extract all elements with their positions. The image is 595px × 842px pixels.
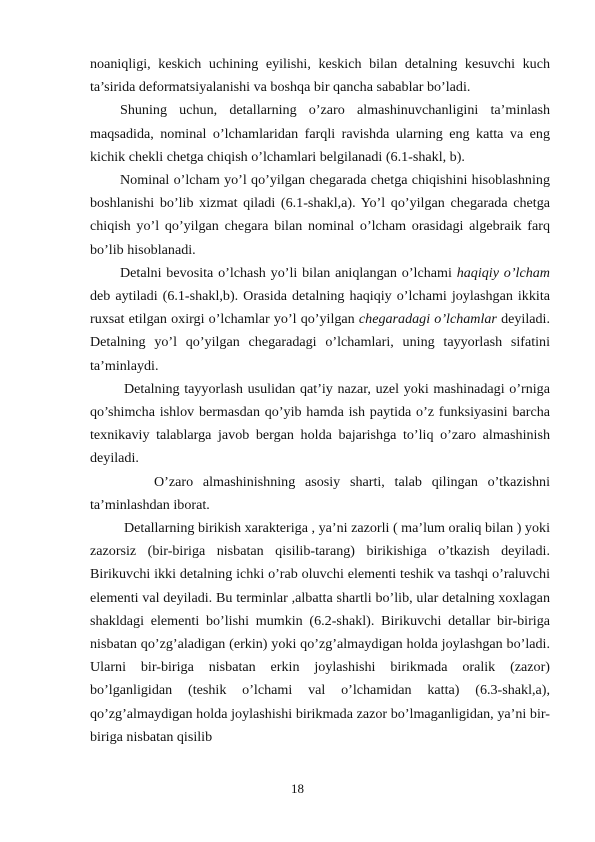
term-haqiqiy-olcham: haqiqiy o’lcham <box>456 264 550 281</box>
paragraph-2-text: Shuning uchun, detallarning o’zaro almashinuvchanligini ta’minlash maqsadida, nominal o’lchamlaridan farqli ravishda ularning eng katta va eng kichik chekli chetga chiqish o’lchamlari belgilanadi (6.1-shakl, b). <box>90 102 550 165</box>
document-body <box>90 53 550 749</box>
paragraph-6-text: O’zaro almashinishning asosiy sharti, talab qilingan o’tkazishni ta’minlashdan iborat. <box>90 473 550 513</box>
paragraph-4-text-3: deyiladi. Detalning yo’l qo’yilgan chegaradagi o’lchamlari, uning tayyorlash sifatini ta’minlaydi. <box>90 311 550 374</box>
paragraph-4-text: Detalni bevosita o’lchash yo’li bilan aniqlangan o’lchami <box>120 264 457 281</box>
paragraph-3 <box>90 169 550 262</box>
paragraph-1-text: noaniqligi, keskich uchining eyilishi, keskich bilan detalning kesuvchi kuch ta’sirida deformatsiyalanishi va boshqa bir qancha sabablar bo’ladi. <box>90 56 550 96</box>
term-chegaradagi-olchamlar: chegaradagi o’lchamlar <box>358 311 497 328</box>
paragraph-3-text: Nominal o’lcham yo’l qo’yilgan chegarada chetga chiqishini hisoblashning boshlanishi bo’lib xizmat qiladi (6.1-shakl,a). Yo’l qo’yilgan chegarada chetga chiqish yo’l qo’yilgan chegara bilan nominal o’lcham orasidagi algebraik farq bo’lib hisoblanadi. <box>90 172 550 258</box>
paragraph-6 <box>90 471 550 517</box>
paragraph-4 <box>90 262 550 378</box>
paragraph-7-text: Detallarning birikish xarakteriga , ya’ni zazorli ( ma’lum oraliq bilan ) yoki zazorsiz (bir-biriga nisbatan qisilib-tarang) birikishiga o’tkazish deyiladi. Birikuvchi ikki detalning ichki o’rab oluvchi elementi teshik va tashqi o’raluvchi elementi val deyiladi. Bu terminlar ,albatta shartli bo’lib, ular detalning xoxlagan shakldagi elementi bo’lishi mumkin (6.2-shakl). Birikuvchi detallar bir-biriga nisbatan qo’zg’aladigan (erkin) yoki qo’zg’almaydigan holda joylashgan bo’ladi. Ularni bir-biriga nisbatan erkin joylashishi birikmada oralik (zazor) bo’lganligidan (teshik o’lchami val o’lchamidan katta) (6.3-shakl,a), qo’zg’almaydigan holda joylashishi birikmada zazor bo’lmaganligidan, ya’ni bir-biriga nisbatan qisilib <box>90 520 550 745</box>
paragraph-4-text-2: deb aytiladi (6.1-shakl,b). Orasida detalning haqiqiy o’lchami joylashgan ikkita ruxsat etilgan oxirgi o’lchamlar yo’l qo’yilgan <box>90 288 550 328</box>
paragraph-7 <box>90 517 550 749</box>
paragraph-2 <box>90 99 550 169</box>
page-number: 18 <box>291 781 304 796</box>
paragraph-5 <box>90 378 550 471</box>
paragraph-1 <box>90 53 550 99</box>
paragraph-5-text: Detalning tayyorlash usulidan qat’iy nazar, uzel yoki mashinadagi o’rniga qo’shimcha ishlov bermasdan qo’yib hamda ish paytida o’z funksiyasini barcha texnikaviy talablarga javob bergan holda bajarishga to’liq o’zaro almashinish deyiladi. <box>90 380 550 467</box>
